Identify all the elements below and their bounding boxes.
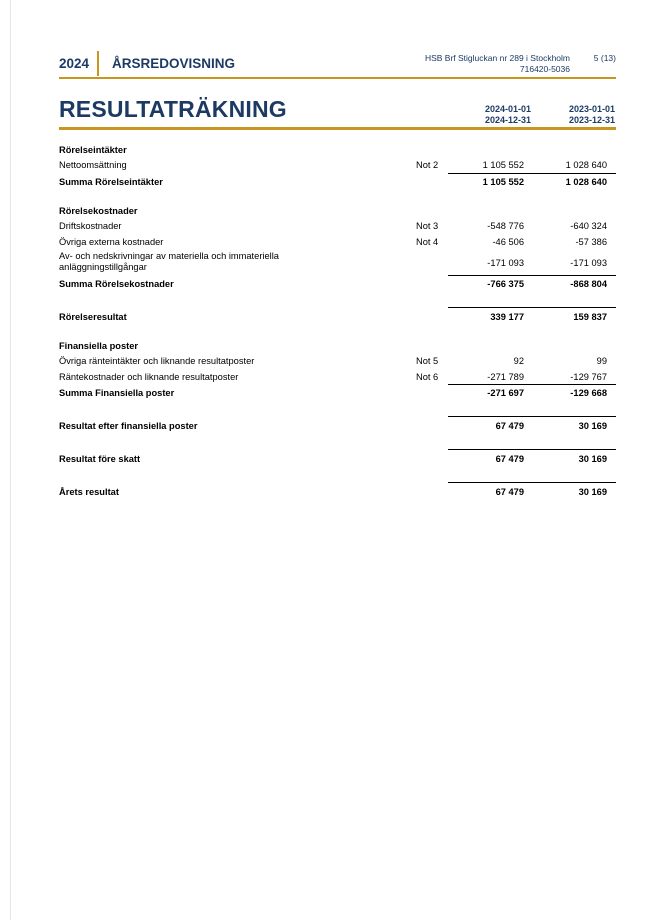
header-page-number: 5 (13) xyxy=(593,53,616,63)
page-header xyxy=(59,51,616,77)
sum-value-current: -766 375 xyxy=(487,279,524,289)
row-value-previous: -640 324 xyxy=(570,221,607,231)
result-rule xyxy=(448,449,616,450)
result-rule xyxy=(448,482,616,483)
row-value-previous: 99 xyxy=(596,356,607,366)
sum-rule xyxy=(448,173,616,174)
section-title-financial: Finansiella poster xyxy=(59,341,139,351)
table-row xyxy=(59,251,616,275)
sum-label: Summa Finansiella poster xyxy=(59,388,175,398)
result-rule xyxy=(448,416,616,417)
row-note: Not 4 xyxy=(416,237,439,247)
result-value-previous: 30 169 xyxy=(578,454,607,464)
row-label: Övriga externa kostnader xyxy=(59,237,164,247)
period-previous-end: 2023-12-31 xyxy=(568,115,615,125)
result-value-previous: 30 169 xyxy=(578,421,607,431)
sum-label: Summa Rörelsekostnader xyxy=(59,279,174,289)
header-rule xyxy=(59,77,616,79)
row-note: Not 5 xyxy=(416,356,439,366)
result-value-current: 67 479 xyxy=(495,487,524,497)
row-label: Nettoomsättning xyxy=(59,160,127,170)
page-border xyxy=(10,0,11,920)
result-value-previous: 30 169 xyxy=(578,487,607,497)
period-current-start: 2024-01-01 xyxy=(484,104,531,114)
row-label: Driftskostnader xyxy=(59,221,122,231)
sum-value-current: 1 105 552 xyxy=(482,177,524,187)
result-label: Resultat före skatt xyxy=(59,454,141,464)
row-value-previous: -129 767 xyxy=(570,372,607,382)
result-label: Årets resultat xyxy=(59,487,119,497)
header-title: ÅRSREDOVISNING xyxy=(112,56,236,71)
row-value-current: -548 776 xyxy=(487,221,524,231)
sum-value-previous: -868 804 xyxy=(570,279,607,289)
sum-value-previous: 1 028 640 xyxy=(565,177,607,187)
header-org-number: 716420-5036 xyxy=(519,64,570,74)
period-previous xyxy=(569,104,615,126)
period-current-end: 2024-12-31 xyxy=(484,115,531,125)
result-value-current: 67 479 xyxy=(495,454,524,464)
row-value-previous: -171 093 xyxy=(570,258,607,268)
row-label-line-1: Av- och nedskrivningar av materiella och immateriella xyxy=(59,251,279,261)
row-value-current: -171 093 xyxy=(487,258,524,268)
result-label: Resultat efter finansiella poster xyxy=(59,421,198,431)
sum-rule xyxy=(448,275,616,276)
header-separator xyxy=(97,51,99,76)
row-value-current: -46 506 xyxy=(492,237,524,247)
row-value-previous: -57 386 xyxy=(575,237,607,247)
result-label: Rörelseresultat xyxy=(59,312,127,322)
section-title-operating-income: Rörelseintäkter xyxy=(59,145,127,155)
title-rule xyxy=(59,127,616,130)
sum-label: Summa Rörelseintäkter xyxy=(59,177,163,187)
row-label-line-2: anläggningstillgångar xyxy=(59,262,147,272)
row-value-current: 1 105 552 xyxy=(482,160,524,170)
result-value-current: 67 479 xyxy=(495,421,524,431)
sum-rule xyxy=(448,384,616,385)
row-value-current: 92 xyxy=(513,356,524,366)
row-note: Not 2 xyxy=(416,160,439,170)
sum-value-current: -271 697 xyxy=(487,388,524,398)
sum-value-previous: -129 668 xyxy=(570,388,607,398)
result-value-previous: 159 837 xyxy=(573,312,607,322)
header-org-name: HSB Brf Stigluckan nr 289 i Stockholm xyxy=(424,53,570,63)
period-previous-start: 2023-01-01 xyxy=(568,104,615,114)
result-rule xyxy=(448,307,616,308)
result-value-current: 339 177 xyxy=(490,312,524,322)
row-value-current: -271 789 xyxy=(487,372,524,382)
period-current xyxy=(485,104,531,126)
row-label: Räntekostnader och liknande resultatposter xyxy=(59,372,239,382)
section-title-operating-costs: Rörelsekostnader xyxy=(59,206,138,216)
page-title: RESULTATRÄKNING xyxy=(59,96,287,122)
row-label xyxy=(59,251,279,273)
row-note: Not 6 xyxy=(416,372,439,382)
row-label: Övriga ränteintäkter och liknande resultatposter xyxy=(59,356,255,366)
row-note: Not 3 xyxy=(416,221,439,231)
row-value-previous: 1 028 640 xyxy=(565,160,607,170)
header-year: 2024 xyxy=(59,56,90,71)
